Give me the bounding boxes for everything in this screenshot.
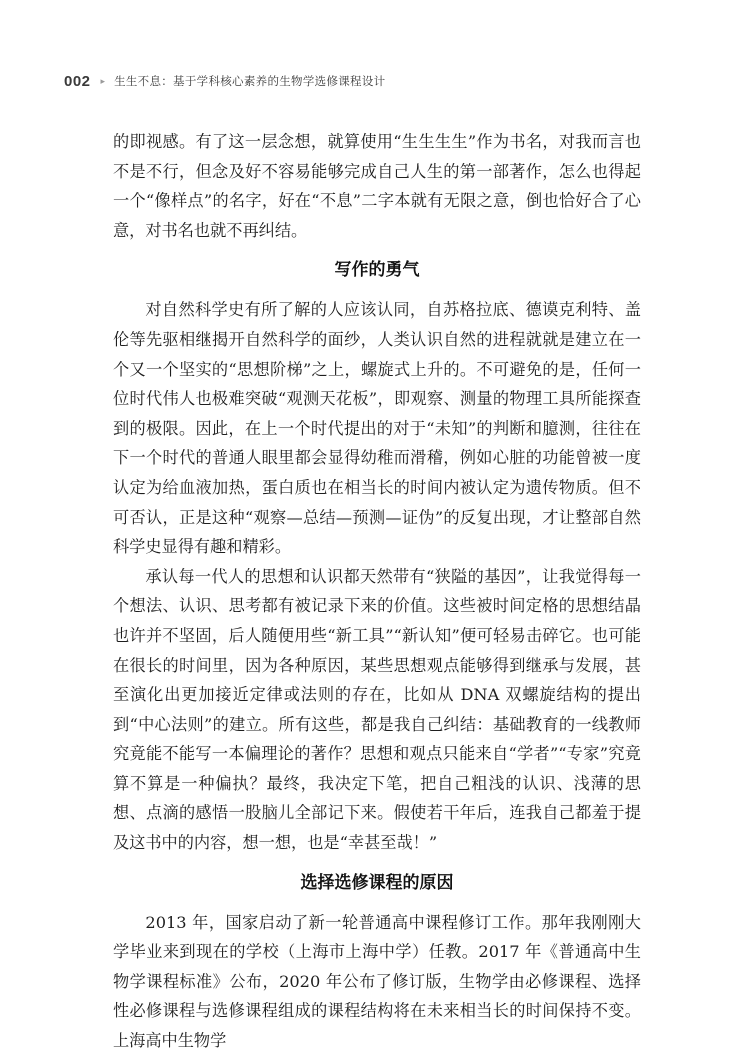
paragraph-continued: 的即视感。有了这一层念想，就算使用“生生生生”作为书名，对我而言也不是不行，但念及好不容易能够完成自己人生的第一部著作，怎么也得起一个“像样点”的名字，好在“不息”二字本就有无限之意，倒也恰好合了心意，对书名也就不再纠结。	[113, 132, 641, 240]
triangle-marker-icon: ▸	[100, 75, 106, 86]
body-text	[113, 127, 641, 1056]
paragraph: 对自然科学史有所了解的人应该认同，自苏格拉底、德谟克利特、盖伦等先驱相继揭开自然科学的面纱，人类认识自然的进程就就是建立在一个又一个坚实的“思想阶梯”之上，螺旋式上升的。不可避免的是，任何一位时代伟人也极难突破“观测天花板”，即观察、测量的物理工具所能探查到的极限。因此，在上一个时代提出的对于“未知”的判断和臆测，往往在下一个时代的普通人眼里都会显得幼稚而滑稽，例如心脏的功能曾被一度认定为给血液加热，蛋白质也在相当长的时间内被认定为遗传物质。但不可否认，正是这种“观察—总结—预测—证伪”的反复出现，才让整部自然科学史显得有趣和精彩。	[113, 300, 641, 557]
page-number: 002	[64, 72, 91, 90]
section-heading-writing-courage: 写作的勇气	[334, 260, 420, 281]
running-header	[64, 70, 385, 92]
running-title: 生生不息：基于学科核心素养的生物学选修课程设计	[114, 76, 386, 88]
section-heading-reason-for-elective: 选择选修课程的原因	[300, 872, 454, 893]
paragraph: 2013 年，国家启动了新一轮普通高中课程修订工作。那年我刚刚大学毕业来到现在的学校（上海市上海中学）任教。2017 年《普通高中生物学课程标准》公布，2020 年公布了修订版，生物学由必修课程、选择性必修课程与选修课程组成的课程结构将在未来相当长的时间保持不变。上海高中生物学	[113, 912, 641, 1051]
paragraph: 承认每一代人的思想和认识都天然带有“狭隘的基因”，让我觉得每一个想法、认识、思考都有被记录下来的价值。这些被时间定格的思想结晶也许并不坚固，后人随便用些“新工具”“新认知”便可轻易击碎它。也可能在很长的时间里，因为各种原因，某些思想观点能够得到继承与发展，甚至演化出更加接近定律或法则的存在，比如从 DNA 双螺旋结构的提出到“中心法则”的建立。所有这些，都是我自己纠结：基础教育的一线教师究竟能不能写一本偏理论的著作？思想和观点只能来自“学者”“专家”究竟算不算是一种偏执？最终，我决定下笔，把自己粗浅的认识、浅薄的思想、点滴的感悟一股脑儿全部记下来。假使若干年后，连我自己都羞于提及这书中的内容，想一想，也是“幸甚至哉！”	[113, 566, 641, 853]
